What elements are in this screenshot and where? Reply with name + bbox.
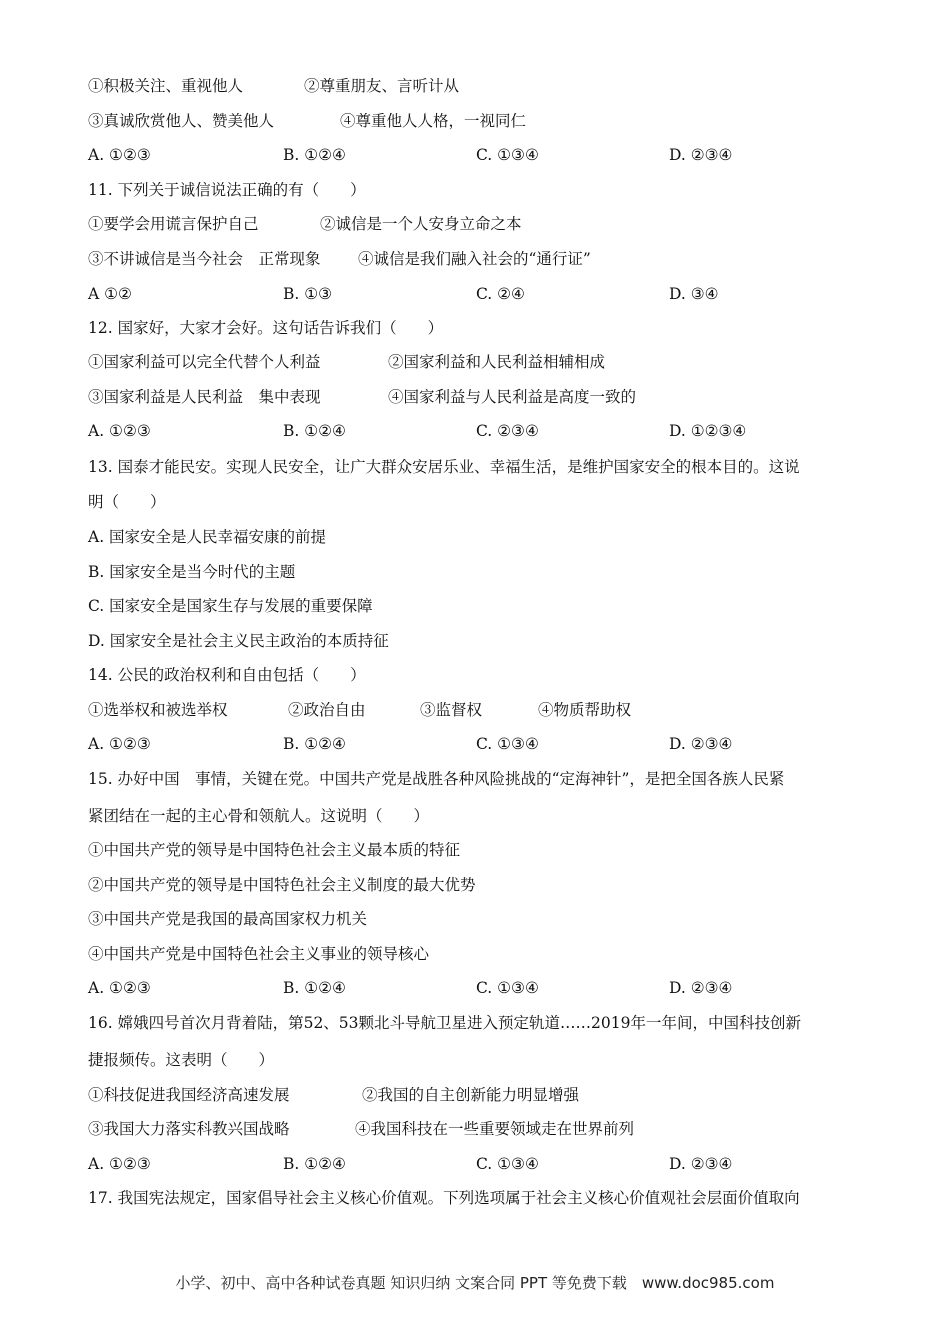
q12-statement-1: ①国家利益可以完全代替个人利益 (88, 353, 321, 371)
q16-statement-2: ②我国的自主创新能力明显增强 (362, 1086, 580, 1104)
q10-statement-1: ①积极关注、重视他人 (88, 77, 244, 95)
q16-statement-3: ③我国大力落实科教兴国战略 (88, 1120, 290, 1138)
q11-option-d: D. ③④ (669, 285, 719, 303)
q13-option-c: C. 国家安全是国家生存与发展的重要保障 (88, 597, 373, 615)
q12-statement-4: ④国家利益与人民利益是高度一致的 (388, 388, 637, 406)
q10-option-a: A. ①②③ (88, 146, 151, 164)
q12-option-a: A. ①②③ (88, 422, 151, 440)
q13-stem-line-2: 明（ ） (88, 493, 166, 511)
q12-stem: 12. 国家好，大家才会好。这句话告诉我们（ ） (88, 319, 444, 337)
q10-statement-4: ④尊重他人人格，一视同仁 (340, 112, 527, 130)
q13-option-d: D. 国家安全是社会主义民主政治的本质持征 (88, 632, 389, 650)
q16-stem-line-2: 捷报频传。这表明（ ） (88, 1051, 275, 1069)
q13-stem-line-1: 13. 国泰才能民安。实现人民安全，让广大群众安居乐业、幸福生活，是维护国家安全的根本目的。这说 (88, 458, 800, 476)
q14-option-b: B. ①②④ (283, 735, 346, 753)
q15-statement-3: ③中国共产党是我国的最高国家权力机关 (88, 910, 368, 928)
q16-option-b: B. ①②④ (283, 1155, 346, 1173)
q10-statement-3: ③真诚欣赏他人、赞美他人 (88, 112, 275, 130)
q12-option-d: D. ①②③④ (669, 422, 747, 440)
q16-statement-1: ①科技促进我国经济高速发展 (88, 1086, 290, 1104)
q14-statement-4: ④物质帮助权 (538, 701, 632, 719)
q15-statement-4: ④中国共产党是中国特色社会主义事业的领导核心 (88, 945, 430, 963)
q11-option-c: C. ②④ (476, 285, 525, 303)
q12-option-b: B. ①②④ (283, 422, 346, 440)
q14-stem: 14. 公民的政治权利和自由包括（ ） (88, 666, 366, 684)
q12-statement-3: ③国家利益是人民利益 集中表现 (88, 388, 321, 406)
q16-option-c: C. ①③④ (476, 1155, 539, 1173)
q14-statement-2: ②政治自由 (288, 701, 366, 719)
q10-option-d: D. ②③④ (669, 146, 733, 164)
q14-statement-3: ③监督权 (420, 701, 483, 719)
q11-option-a: A ①② (88, 285, 132, 303)
q16-stem-line-1: 16. 嫦娥四号首次月背着陆，第52、53颗北斗导航卫星进入预定轨道……2019年一年间，中国科技创新 (88, 1014, 801, 1032)
q11-statement-2: ②诚信是一个人安身立命之本 (320, 215, 522, 233)
q15-stem-line-1: 15. 办好中国 事情，关键在党。中国共产党是战胜各种风险挑战的“定海神针”，是把全国各族人民紧 (88, 770, 785, 788)
page-footer: 小学、初中、高中各种试卷真题 知识归纳 文案合同 PPT 等免费下载 www.doc985.com (175, 1274, 775, 1292)
q16-option-a: A. ①②③ (88, 1155, 151, 1173)
q11-statement-1: ①要学会用谎言保护自己 (88, 215, 259, 233)
q13-option-b: B. 国家安全是当今时代的主题 (88, 563, 296, 581)
q17-stem-line-1: 17. 我国宪法规定，国家倡导社会主义核心价值观。下列选项属于社会主义核心价值观社会层面价值取向 (88, 1189, 800, 1207)
q10-statement-2: ②尊重朋友、言听计从 (304, 77, 460, 95)
q15-option-b: B. ①②④ (283, 979, 346, 997)
q15-statement-2: ②中国共产党的领导是中国特色社会主义制度的最大优势 (88, 876, 476, 894)
q15-stem-line-2: 紧团结在一起的主心骨和领航人。这说明（ ） (88, 807, 430, 825)
q11-statement-4: ④诚信是我们融入社会的“通行证” (358, 250, 591, 268)
q11-option-b: B. ①③ (283, 285, 333, 303)
q12-option-c: C. ②③④ (476, 422, 539, 440)
q16-option-d: D. ②③④ (669, 1155, 733, 1173)
q15-option-a: A. ①②③ (88, 979, 151, 997)
q15-option-c: C. ①③④ (476, 979, 539, 997)
q11-stem: 11. 下列关于诚信说法正确的有（ ） (88, 181, 366, 199)
q14-statement-1: ①选举权和被选举权 (88, 701, 228, 719)
q15-option-d: D. ②③④ (669, 979, 733, 997)
q15-statement-1: ①中国共产党的领导是中国特色社会主义最本质的特征 (88, 841, 461, 859)
q12-statement-2: ②国家利益和人民利益相辅相成 (388, 353, 606, 371)
q14-option-c: C. ①③④ (476, 735, 539, 753)
q13-option-a: A. 国家安全是人民幸福安康的前提 (88, 528, 327, 546)
q14-option-a: A. ①②③ (88, 735, 151, 753)
q14-option-d: D. ②③④ (669, 735, 733, 753)
q16-statement-4: ④我国科技在一些重要领域走在世界前列 (355, 1120, 635, 1138)
q11-statement-3: ③不讲诚信是当今社会 正常现象 (88, 250, 321, 268)
q10-option-b: B. ①②④ (283, 146, 346, 164)
q10-option-c: C. ①③④ (476, 146, 539, 164)
